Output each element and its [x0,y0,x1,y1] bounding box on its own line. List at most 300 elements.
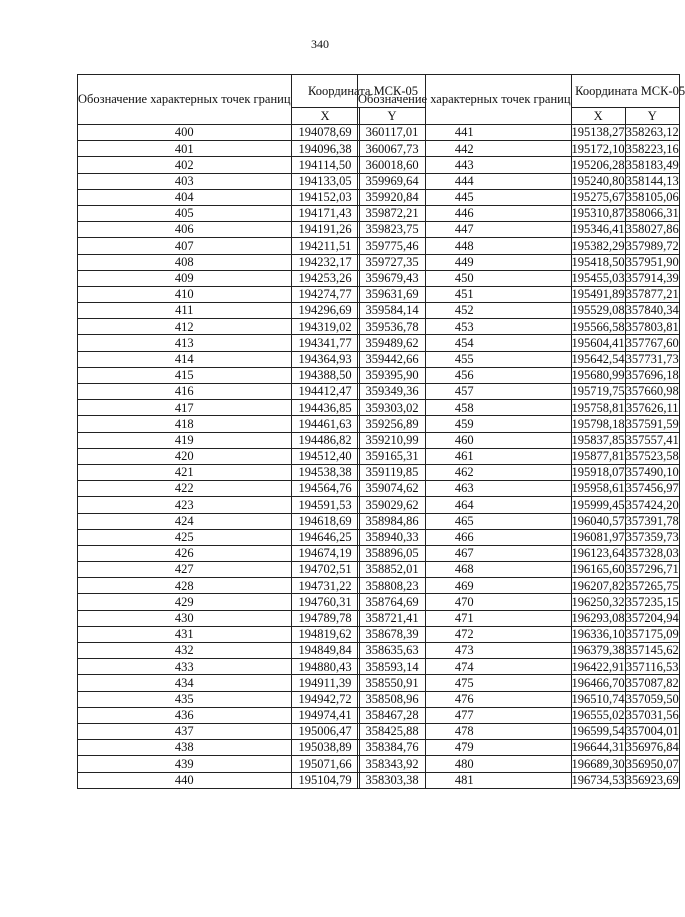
y-coordinate-cell: 357391,78 [625,513,679,528]
x-coordinate-cell: 195491,89 [571,287,625,302]
table-row [358,723,680,739]
x-coordinate-cell: 195918,07 [571,465,625,480]
y-coordinate-cell: 357175,09 [625,627,679,642]
y-coordinate-cell: 359727,35 [359,254,425,270]
point-number-cell: 416 [78,384,292,400]
point-number-cell: 424 [78,513,292,529]
x-coordinate-cell: 195758,81 [571,400,625,415]
table-row [358,157,680,173]
x-coordinate-cell: 196081,97 [571,530,625,545]
y-coordinate-cell: 359349,36 [359,384,425,400]
point-number-cell: 413 [78,335,292,351]
y-coordinate-cell: 358425,88 [359,723,425,739]
point-number-cell: 402 [78,157,292,173]
x-coordinate-cell: 195642,54 [571,351,625,366]
point-number-cell: 469 [358,578,572,594]
x-coordinate-cell: 194364,93 [291,351,359,367]
y-coordinate-cell: 357951,90 [625,254,679,269]
x-coordinate-cell: 195310,87 [571,206,625,221]
y-coordinate-cell: 360117,01 [359,125,425,141]
point-number-cell: 445 [358,189,572,205]
point-number-cell: 421 [78,464,292,480]
point-number-cell: 444 [358,173,572,189]
x-coordinate-cell: 196734,53 [571,772,625,787]
y-coordinate-cell: 358896,05 [359,545,425,561]
point-number-cell: 435 [78,691,292,707]
x-coordinate-cell: 194702,51 [291,562,359,578]
point-number-cell: 400 [78,125,292,141]
point-number-cell: 412 [78,319,292,335]
x-coordinate-cell: 195798,18 [571,416,625,431]
point-number-cell: 401 [78,141,292,157]
y-coordinate-cell: 359920,84 [359,189,425,205]
point-number-cell: 479 [358,740,572,756]
point-number-cell: 453 [358,319,572,335]
y-coordinate-cell: 358764,69 [359,594,425,610]
x-coordinate-cell: 194538,38 [291,464,359,480]
y-coordinate-cell: 358984,86 [359,513,425,529]
coordinates-table-right [357,74,685,789]
y-coordinate-cell: 357803,81 [625,319,679,334]
y-coordinate-cell: 358343,92 [359,756,425,772]
point-number-cell: 463 [358,481,572,497]
x-coordinate-cell: 194436,85 [291,400,359,416]
point-number-cell: 481 [358,772,572,788]
x-coordinate-cell: 194880,43 [291,659,359,675]
point-number-cell: 431 [78,626,292,642]
y-coordinate-cell: 359303,02 [359,400,425,416]
x-coordinate-cell: 194191,26 [291,222,359,238]
x-coordinate-cell: 194674,19 [291,545,359,561]
point-number-cell: 465 [358,513,572,529]
y-coordinate-cell: 357696,18 [625,368,679,383]
table-row [358,432,680,448]
table-row [358,400,680,416]
table-row [358,497,680,513]
x-coordinate-cell: 196207,82 [571,578,625,593]
x-coordinate-cell: 195240,80 [571,173,625,188]
table-row [358,626,680,642]
table-row [358,659,680,675]
point-number-cell: 462 [358,464,572,480]
table-header [358,75,685,125]
point-number-cell: 471 [358,610,572,626]
table-row [358,707,680,723]
y-coordinate-cell: 359823,75 [359,222,425,238]
x-coordinate-cell: 194412,47 [291,384,359,400]
point-number-cell: 429 [78,594,292,610]
x-coordinate-cell: 194152,03 [291,189,359,205]
y-coordinate-cell: 357626,11 [625,400,679,415]
table-row [358,351,680,367]
table-body [358,125,680,789]
point-number-cell: 446 [358,205,572,221]
x-coordinate-cell: 195071,66 [291,756,359,772]
y-coordinate-cell: 357296,71 [625,562,679,577]
table-row [358,205,680,221]
y-coordinate-cell: 359395,90 [359,367,425,383]
header-coordinate-label-text: Координата МСК-05 [308,84,419,98]
point-number-cell: 466 [358,529,572,545]
header-point-label [78,75,292,125]
y-coordinate-cell: 359210,99 [359,432,425,448]
y-coordinate-cell: 358105,06 [625,190,679,205]
x-coordinate-cell: 195172,10 [571,141,625,156]
y-coordinate-cell: 359029,62 [359,497,425,513]
table-row [358,464,680,480]
table-row [358,286,680,302]
x-coordinate-cell: 195206,28 [571,157,625,172]
point-number-cell: 410 [78,286,292,302]
y-coordinate-cell: 357004,01 [625,724,679,739]
table-row [358,335,680,351]
y-coordinate-cell: 357731,73 [625,351,679,366]
y-coordinate-cell: 356923,69 [625,772,679,787]
y-coordinate-cell: 358593,14 [359,659,425,675]
y-coordinate-cell: 357877,21 [625,287,679,302]
y-coordinate-cell: 359679,43 [359,270,425,286]
point-number-cell: 472 [358,626,572,642]
point-number-cell: 440 [78,772,292,788]
table-row [358,125,680,141]
table-row [358,756,680,772]
x-coordinate-cell: 195837,85 [571,432,625,447]
x-coordinate-cell: 194078,69 [291,125,359,141]
x-coordinate-cell: 196379,38 [571,643,625,658]
point-number-cell: 443 [358,157,572,173]
x-coordinate-cell: 194646,25 [291,529,359,545]
table-row [358,513,680,529]
y-coordinate-cell: 357767,60 [625,335,679,350]
point-number-cell: 451 [358,286,572,302]
point-number-cell: 461 [358,448,572,464]
point-number-cell: 430 [78,610,292,626]
point-number-cell: 456 [358,367,572,383]
point-number-cell: 452 [358,303,572,319]
table-row [358,578,680,594]
point-number-cell: 425 [78,529,292,545]
x-coordinate-cell: 196422,91 [571,659,625,674]
y-coordinate-cell: 358467,28 [359,707,425,723]
point-number-cell: 433 [78,659,292,675]
point-number-cell: 455 [358,351,572,367]
y-coordinate-cell: 357523,58 [625,449,679,464]
point-number-cell: 475 [358,675,572,691]
y-coordinate-cell: 358183,49 [625,157,679,172]
y-coordinate-cell: 359631,69 [359,286,425,302]
y-coordinate-cell: 359584,14 [359,303,425,319]
x-coordinate-cell: 195958,61 [571,481,625,496]
y-coordinate-cell: 358678,39 [359,626,425,642]
y-coordinate-cell: 358027,86 [625,222,679,237]
point-number-cell: 418 [78,416,292,432]
point-number-cell: 409 [78,270,292,286]
point-number-cell: 411 [78,303,292,319]
y-coordinate-cell: 358550,91 [359,675,425,691]
point-number-cell: 434 [78,675,292,691]
point-number-cell: 422 [78,481,292,497]
table-row [358,141,680,157]
x-coordinate-cell: 194512,40 [291,448,359,464]
y-coordinate-cell: 356976,84 [625,740,679,755]
y-coordinate-cell: 357031,56 [625,708,679,723]
table-row [358,448,680,464]
x-coordinate-cell: 194319,02 [291,319,359,335]
x-coordinate-cell: 194211,51 [291,238,359,254]
point-number-cell: 404 [78,189,292,205]
x-coordinate-cell: 194253,26 [291,270,359,286]
point-number-cell: 467 [358,545,572,561]
x-coordinate-cell: 195275,67 [571,190,625,205]
header-x-label: X [571,108,625,125]
y-coordinate-cell: 357235,15 [625,594,679,609]
x-coordinate-cell: 196123,64 [571,546,625,561]
point-number-cell: 415 [78,367,292,383]
header-x-label: X [291,108,359,125]
x-coordinate-cell: 194461,63 [291,416,359,432]
point-number-cell: 480 [358,756,572,772]
x-coordinate-cell: 196466,70 [571,675,625,690]
y-coordinate-cell: 357456,97 [625,481,679,496]
x-coordinate-cell: 195566,58 [571,319,625,334]
table-row [358,691,680,707]
x-coordinate-cell: 194133,05 [291,173,359,189]
point-number-cell: 426 [78,545,292,561]
x-coordinate-cell: 194096,38 [291,141,359,157]
x-coordinate-cell: 195038,89 [291,740,359,756]
y-coordinate-cell: 360067,73 [359,141,425,157]
x-coordinate-cell: 196644,31 [571,740,625,755]
point-number-cell: 439 [78,756,292,772]
y-coordinate-cell: 357914,39 [625,271,679,286]
y-coordinate-cell: 358263,12 [625,125,679,140]
point-number-cell: 427 [78,562,292,578]
x-coordinate-cell: 194232,17 [291,254,359,270]
point-number-cell: 414 [78,351,292,367]
x-coordinate-cell: 194618,69 [291,513,359,529]
x-coordinate-cell: 196510,74 [571,691,625,706]
table-row [358,189,680,205]
table-row [358,173,680,189]
point-number-cell: 420 [78,448,292,464]
y-coordinate-cell: 357059,50 [625,691,679,706]
x-coordinate-cell: 195680,99 [571,368,625,383]
point-number-cell: 478 [358,723,572,739]
header-point-label-text: Обозначение характерных точек границ [358,92,571,106]
x-coordinate-cell: 194731,22 [291,578,359,594]
y-coordinate-cell: 359536,78 [359,319,425,335]
table-row [358,416,680,432]
y-coordinate-cell: 359256,89 [359,416,425,432]
x-coordinate-cell: 194789,78 [291,610,359,626]
y-coordinate-cell: 357591,59 [625,416,679,431]
x-coordinate-cell: 195604,41 [571,335,625,350]
table-row [358,238,680,254]
y-coordinate-cell: 357557,41 [625,432,679,447]
table-row [358,384,680,400]
y-coordinate-cell: 359442,66 [359,351,425,367]
x-coordinate-cell: 196689,30 [571,756,625,771]
y-coordinate-cell: 359165,31 [359,448,425,464]
x-coordinate-cell: 196250,32 [571,594,625,609]
x-coordinate-cell: 195138,27 [571,125,625,140]
x-coordinate-cell: 194388,50 [291,367,359,383]
point-number-cell: 464 [358,497,572,513]
y-coordinate-cell: 358384,76 [359,740,425,756]
y-coordinate-cell: 357087,82 [625,675,679,690]
point-number-cell: 407 [78,238,292,254]
x-coordinate-cell: 195104,79 [291,772,359,788]
point-number-cell: 437 [78,723,292,739]
y-coordinate-cell: 357204,94 [625,610,679,625]
point-number-cell: 458 [358,400,572,416]
table-row [358,367,680,383]
header-coordinate-label-text: Координата МСК-05 [575,84,685,98]
y-coordinate-cell: 357424,20 [625,497,679,512]
x-coordinate-cell: 196336,10 [571,627,625,642]
table-row [358,740,680,756]
x-coordinate-cell: 194849,84 [291,643,359,659]
point-number-cell: 442 [358,141,572,157]
x-coordinate-cell: 195999,45 [571,497,625,512]
x-coordinate-cell: 196040,57 [571,513,625,528]
header-coordinate-label [571,75,685,108]
x-coordinate-cell: 194171,43 [291,205,359,221]
table-row [358,772,680,788]
y-coordinate-cell: 357116,53 [625,659,679,674]
x-coordinate-cell: 194564,76 [291,481,359,497]
point-number-cell: 470 [358,594,572,610]
x-coordinate-cell: 195877,81 [571,449,625,464]
y-coordinate-cell: 358303,38 [359,772,425,788]
point-number-cell: 460 [358,432,572,448]
y-coordinate-cell: 359775,46 [359,238,425,254]
y-coordinate-cell: 357359,73 [625,530,679,545]
y-coordinate-cell: 358635,63 [359,643,425,659]
point-number-cell: 477 [358,707,572,723]
point-number-cell: 449 [358,254,572,270]
table-row [358,319,680,335]
point-number-cell: 476 [358,691,572,707]
table-row [358,222,680,238]
x-coordinate-cell: 195418,50 [571,254,625,269]
y-coordinate-cell: 358066,31 [625,206,679,221]
point-number-cell: 447 [358,222,572,238]
x-coordinate-cell: 194274,77 [291,286,359,302]
table-row [358,529,680,545]
point-number-cell: 459 [358,416,572,432]
table-row [358,303,680,319]
y-coordinate-cell: 358940,33 [359,529,425,545]
x-coordinate-cell: 196599,54 [571,724,625,739]
x-coordinate-cell: 194591,53 [291,497,359,513]
x-coordinate-cell: 195006,47 [291,723,359,739]
point-number-cell: 428 [78,578,292,594]
x-coordinate-cell: 194942,72 [291,691,359,707]
x-coordinate-cell: 195346,41 [571,222,625,237]
x-coordinate-cell: 194819,62 [291,626,359,642]
header-y-label: Y [359,108,425,125]
table-row [358,675,680,691]
x-coordinate-cell: 196555,02 [571,708,625,723]
y-coordinate-cell: 357660,98 [625,384,679,399]
table-row [358,610,680,626]
y-coordinate-cell: 357490,10 [625,465,679,480]
y-coordinate-cell: 359489,62 [359,335,425,351]
table-row [358,254,680,270]
point-number-cell: 473 [358,643,572,659]
x-coordinate-cell: 196293,08 [571,610,625,625]
point-number-cell: 403 [78,173,292,189]
point-number-cell: 406 [78,222,292,238]
x-coordinate-cell: 194114,50 [291,157,359,173]
point-number-cell: 423 [78,497,292,513]
point-number-cell: 454 [358,335,572,351]
point-number-cell: 417 [78,400,292,416]
y-coordinate-cell: 357840,34 [625,303,679,318]
x-coordinate-cell: 194486,82 [291,432,359,448]
x-coordinate-cell: 195455,03 [571,271,625,286]
point-number-cell: 468 [358,562,572,578]
table-row [358,481,680,497]
point-number-cell: 432 [78,643,292,659]
x-coordinate-cell: 196165,60 [571,562,625,577]
x-coordinate-cell: 195719,75 [571,384,625,399]
table-row [358,545,680,561]
y-coordinate-cell: 358721,41 [359,610,425,626]
table-row [358,643,680,659]
x-coordinate-cell: 195529,08 [571,303,625,318]
y-coordinate-cell: 359872,21 [359,205,425,221]
x-coordinate-cell: 195382,29 [571,238,625,253]
point-number-cell: 474 [358,659,572,675]
y-coordinate-cell: 358852,01 [359,562,425,578]
table-row [358,562,680,578]
header-point-label-text: Обозначение характерных точек границ [78,92,291,106]
x-coordinate-cell: 194341,77 [291,335,359,351]
header-point-label [358,75,572,125]
y-coordinate-cell: 360018,60 [359,157,425,173]
point-number-cell: 436 [78,707,292,723]
point-number-cell: 438 [78,740,292,756]
y-coordinate-cell: 359119,85 [359,464,425,480]
point-number-cell: 408 [78,254,292,270]
point-number-cell: 457 [358,384,572,400]
y-coordinate-cell: 357328,03 [625,546,679,561]
point-number-cell: 419 [78,432,292,448]
x-coordinate-cell: 194974,41 [291,707,359,723]
x-coordinate-cell: 194760,31 [291,594,359,610]
table-row [358,594,680,610]
point-number-cell: 450 [358,270,572,286]
y-coordinate-cell: 357265,75 [625,578,679,593]
y-coordinate-cell: 358808,23 [359,578,425,594]
y-coordinate-cell: 359969,64 [359,173,425,189]
table-row [358,270,680,286]
x-coordinate-cell: 194296,69 [291,303,359,319]
x-coordinate-cell: 194911,39 [291,675,359,691]
y-coordinate-cell: 358508,96 [359,691,425,707]
y-coordinate-cell: 358223,16 [625,141,679,156]
y-coordinate-cell: 358144,13 [625,173,679,188]
point-number-cell: 448 [358,238,572,254]
point-number-cell: 441 [358,125,572,141]
y-coordinate-cell: 357145,62 [625,643,679,658]
point-number-cell: 405 [78,205,292,221]
y-coordinate-cell: 357989,72 [625,238,679,253]
y-coordinate-cell: 356950,07 [625,756,679,771]
y-coordinate-cell: 359074,62 [359,481,425,497]
